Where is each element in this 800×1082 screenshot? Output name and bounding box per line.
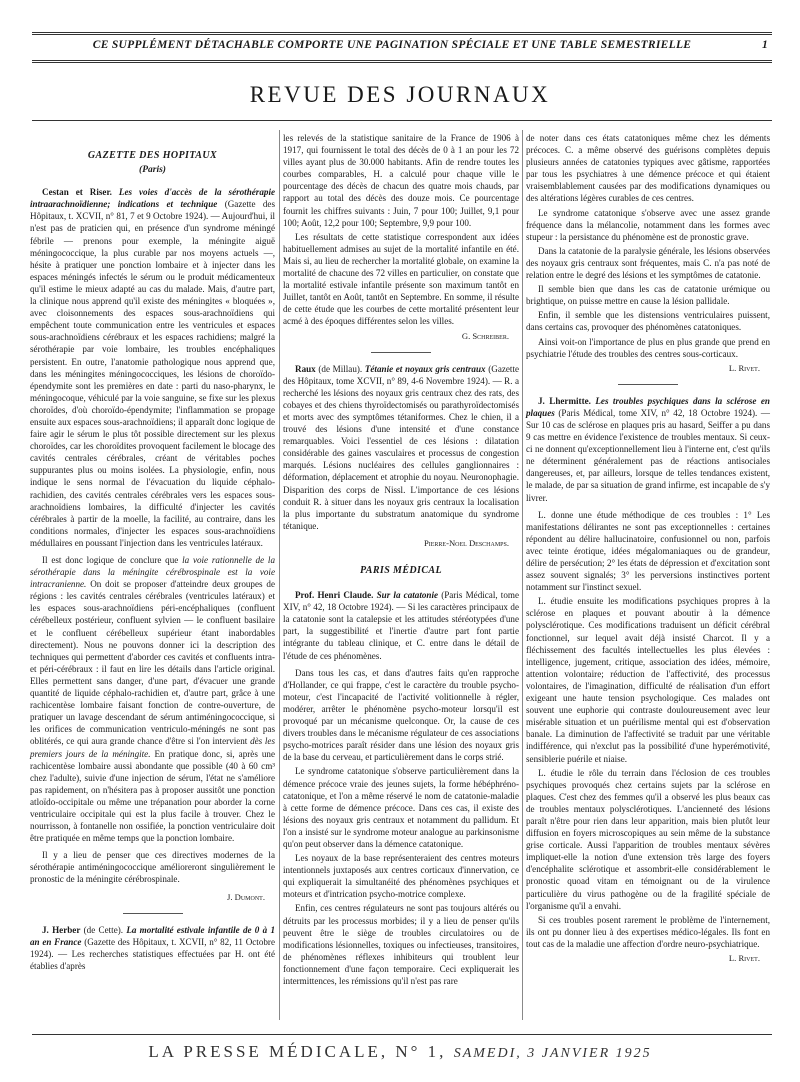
supplement-notice: CE SUPPLÉMENT DÉTACHABLE COMPORTE UNE PAGINATION SPÉCIALE ET UNE TABLE SEMESTRIELLE [92,39,692,51]
article-raux [283,363,519,532]
article-author: J. Lhermitte. [538,395,591,406]
column-1 [30,132,275,977]
article-paragraph: Enfin, ces centres régulateurs ne sont pas toujours altérés ou détruits par les processus morbides; il y a lieu de penser qu'ils peuvent être le siège de troubles circulatoires ou de modifications lésionnelles, toxiques ou infectieuses, transitoires, de phénomènes réflexes inhibiteurs qui troublent leur fonctionnement d'une façon temporaire. Ceci expliquerait les intermittences, les rémissions qu'il n'est pas rare [283,903,519,986]
article-emphasis: dès les premiers jours de la méningite. [30,736,276,759]
article-paragraph: Si ces troubles posent rarement le problème de l'internement, ils ont pu donner lieu à des expertises médico-légales. Ils font en tout cas de la maladie une affection d'ordre neuro-psychiatrique. [526,914,770,949]
article-place: (de Cette). [83,924,124,935]
article-paragraph: Les noyaux de la base représenteraient des centres moteurs intentionnels juxtaposés aux centres corticaux d'innervation, ce qui expliquerait la simultanéité des phénomènes psychiques et moteurs et d'intrication psycho-motrice complexe. [283,853,519,900]
header-bottom-rule [32,60,772,63]
article-paragraph: Il y a lieu de penser que ces directives modernes de la sérothérapie antiméningococcique amélioreront singulièrement le pronostic de la méningite cérébrospinale. [30,850,275,885]
article-herber [30,924,275,972]
article-paragraph: L. donne une étude méthodique de ces troubles : 1° Les manifestations délirantes ne sont pas exceptionnelles : certaines répondent au délire hallucinatoire, confusionnel ou non, parfois avec teinte érotique, idées mégalomaniaques ou de grandeur, délire de persécution; 2° les états de dépression et d'excitation sont assez souvent signalés; 3° les perversions instinctives portent notamment sur l'instinct sexuel. [526,509,770,593]
section-heading: PARIS MÉDICAL [360,565,442,576]
article-title: La mortalité estivale infantile de 0 à 1 an en France [30,924,275,947]
article-paragraph: Les résultats de cette statistique correspondent aux idées habituellement admises au sujet de la mortalité infantile en été. Mais si, au lieu de rechercher la mortalité globale, on examine la mortalité de chacune des 72 villes en particulier, on constate que la mortalité estivale infantile présente son maximum tantôt en Juillet, tantôt en Août, tantôt en Septembre. En somme, il résulte de cette étude que les courbes de cette mortalité présentent leur acmé à des époques différentes selon les villes. [283,231,519,327]
article-title: Sur la catatonie [376,590,439,601]
article-claude [283,589,519,662]
article-signature: L. Rivet. [728,953,760,963]
article-author: Prof. Henri Claude. [295,590,374,601]
article-paragraph: Le syndrome catatonique s'observe particulièrement dans la démence précoce vraie des jeunes sujets, la forme hébéphréno-catatonique, et l'on a même réservé le nom de catatonie-maladie à cette forme de démence précoce. Dans ces cas, il existe des lésions des noyaux gris centraux et notamment du pallidum. Et l'on a insisté sur le syndrome moteur analogue au parkinsonisme qu'on peut observer dans la démence catatonique. [283,766,519,849]
article-cestan [30,186,275,549]
article-text: Il est donc logique de conclure que [42,555,179,565]
journal-footer [0,1042,800,1062]
article-paragraph: les relevés de la statistique sanitaire de la France de 1906 à 1917, qui fournissent le total des décès de 0 à 1 an pour les 72 villes ayant plus de 30.000 habitants. Afin de rendre toutes les courbes comparables, H. a calculé pour chaque ville le pourcentage des décès de chacun des quatre mois chauds, par rapport au total des décès des douze mois. Ce pourcentage fournit les chiffres suivants : Juin, 7 pour 100; Juillet, 9,1 pour 100; Août, 12,2 pour 100; Septembre, 9,9 pour 100. [283,133,519,228]
masthead-rule [32,120,772,121]
article-signature: L. Rivet. [728,362,760,373]
issue-date: SAMEDI, 3 JANVIER 1925 [453,1046,652,1061]
masthead-title: REVUE DES JOURNAUX [249,82,551,107]
article-paragraph: L. étudie ensuite les modifications psychiques propres à la sclérose en plaques et pouvant aboutir à la démence polysclérotique. Ces modifications traduisent un déficit cérébral fonctionnel, sur lequel avait déjà insisté Charcot. Il y a fléchissement des facultés intellectuelles les plus élevées : intelligence, jugement, critique, association des idées, mémoire, attention volontaire; réduction de l'affectivité, des processus volontaires, de l'imagination, difficulté de réalisation d'un effort exigeant une haute tension psychologique. Ces malades ont souvent une euphorie qui contraste douloureusement avec leur misérable situation et un puérilisme mental qui est d'observation banale. La diminution de l'affectivité se traduit par une véritable indifférence, qui n'exclut pas la possibilité d'une hyperémotivité, sensiblerie puérile et niaise. [526,596,770,764]
article-paragraph: Enfin, il semble que les distensions ventriculaires puissent, dans certains cas, provoquer des phénomènes catatoniques. [526,310,770,333]
article-paragraph: Ainsi voit-on l'importance de plus en plus grande que prend en psychiatrie l'étude des troubles des centres sous-corticaux. [526,336,770,359]
article-title: Les voies d'accès de la sérothérapie intraarachnoïdienne; indications et technique [30,187,276,210]
article-body: (Gazette des Hôpitaux, t. XCVII, n° 82, 11 Octobre 1924). — Les recherches statistiques effectuées par H. ont été établies d'après [30,936,275,971]
article-paragraph: de noter dans ces états catatoniques même chez les déments précoces. C. a même observé des guérisons complètes depuis plusieurs années de catatonies typiques avec gâtisme, rapportées par tous les psychiatres à une démence précoce et qui étaient vraisemblablement causées par des modifications dynamiques ou des altérations légères curables de ces centres. [526,133,770,204]
article-emphasis: la voie rationnelle de la sérothérapie dans la méningite cérébrospinale est la voie intracranienne. [30,555,275,590]
article-separator [123,913,183,914]
article-lhermitte [526,395,770,504]
footer-rule [32,1034,772,1035]
article-paragraph: Il semble bien que dans les cas de catatonie urémique ou brightique, on puisse mettre en cause la lésion pallidale. [526,284,770,307]
article-place: (de Millau). [318,363,363,374]
article-signature: J. Dumont. [227,891,265,902]
article-title: Tétanie et noyaux gris centraux [364,363,486,374]
article-paragraph: L. étudie le rôle du terrain dans l'éclosion de ces troubles psychiques provoqués chez certains sujets par la sclérose en plaques. C'est chez des femmes qu'il a observé les plus beaux cas de troubles mentaux polysclérotiques. L'ancienneté des lésions paraît n'être pour rien dans leur apparition, mais bien plutôt leur diffusion en foyers microscopiques au sein même de la substance grise corticale. Aussi l'apparition de troubles mentaux sévères impliquet-elle la notion d'une extension très large des foyers d'encéphalite sclérotique et assombrit-elle considérablement le pronostic quoad vitam en témoignant ou de la virulence particulière du virus pathogène ou de la fragilité spéciale de l'organisme qu'il a envahi. [526,767,770,911]
column-2 [283,132,519,989]
article-separator [618,384,678,385]
article-separator [371,352,431,353]
article-author: J. Herber [42,924,81,935]
column-divider [522,130,523,1020]
article-signature: G. Schreiber. [461,330,509,341]
article-body: (Gazette des Hôpitaux, tome XCVII, n° 89, 4-6 Novembre 1924). — R. a recherché les lésions des noyaux gris centraux chez des rats, des cobayes et des chiens thyroïdectomisés ou parathyroïdectomisés et morts avec des symptômes tétaniformes. Chez le chien, il a trouvé des lésions d'une intensité et d'une constance remarquables. Voici l'essentiel de ces lésions : dilatation considérable des gaines vasculaires et processus de congestion marqués. Lésions nucléaires des cellules ganglionnaires : déformation, déplacement et atrophie du noyau. Neuronophagie. Disparition des corps de Nissl. L'importance de ces lésions conduit R. à situer dans les noyaux gris centraux la localisation la plus importante du substratum anatomique du syndrome tétanique. [283,363,520,531]
column-3 [526,132,770,974]
journal-name: LA PRESSE MÉDICALE, N° 1, [148,1042,447,1061]
section-subheading: (Paris) [139,165,166,176]
article-author: Raux [295,363,316,374]
article-title: Les troubles psychiques dans la sclérose en plaques [526,395,770,418]
article-text: On doit se proposer d'atteindre deux groupes de régions : les cavités centrales cérébrales (ventricules latéraux) et les espaces sous-arachnoïdiens péri-encéphaliques (confluent cérébelleux postérieur, confluent sylvien — le confluent basilaire et le confluent cérébelleux supérieur étant inabordables directement). Nous ne pouvons donner ici la description des techniques qui permettent d'aborder ces cavités et confluents intra- et péri-cérébraux : il faut en lire les détails dans l'article original. Elles permettent sans danger, d'une part, d'évacuer une grande quantité de liquide céphalo-rachidien et, d'autre part, grâce à une rachicentèse lombaire faisant fonction de contre-ouverture, de pratiquer un lavage descendant de sérum antiméningococcique, si les orifices de communication ventriculo-méningés ne sont pas oblitérés, ce qui aura grande chance d'être si l'on intervient [30,579,275,747]
page-number: 1 [761,39,768,51]
article-text: En pratique donc, si, après une rachicentèse lombaire aussi abondante que possible (40 à 60 cm³ chez l'adulte), suivie d'une injection de sérum, l'état ne s'améliore pas rapidement, on n'hésitera pas à proposer aussitôt une ponction atloïdo-occipitale ou même une trépanation pour aborder la corne ventriculaire occipitale qui est la plus facile à trouver. Chez le nourrisson, à fontanelle non ossifiée, la ponction ventriculaire doit être pratiquée en même temps que la ponction lombaire. [30,748,275,844]
article-paragraph [30,554,275,844]
article-paragraph: Le syndrome catatonique s'observe avec une assez grande fréquence dans la mélancolie, notamment dans les formes avec stupeur : la persistance du phénomène est de pronostic grave. [526,207,770,242]
section-heading: GAZETTE DES HOPITAUX [87,150,218,161]
article-signature: Pierre-Noel Deschamps. [423,537,509,548]
article-author: Cestan et Riser. [42,187,112,198]
article-body: (Gazette des Hôpitaux, t. XCVII, n° 81, 7 et 9 Octobre 1924). — Aujourd'hui, il n'est pas de praticien qui, en présence d'un syndrome méningé fébrile — prenons pour exemple, la méningite aiguë méningococcique, la plus curable par nos moyens actuels —, hésite à pratiquer une ponction lombaire et à injecter dans les espaces méningés infectés le sérum ou le produit médicamenteux qu'il estime le mieux adapté au cas du malade. Mais, d'autre part, la clinique nous apprend qu'il existe des méningites « bloquées », avec cloisonnements des espaces sous-arachnoïdiens qui empêchent toute communication entre les ventricules et espaces sous-arachnoïdiens cérébraux et les espaces rachidiens; malgré la sérothérapie par voie lombaire, les troubles encéphaliques persistent. En outre, l'anatomie pathologique nous apprend que, dans les méningites méningococciques, les lésions de choroïdo-épendymite sont les premières en date : parti du naso-pharynx, le méningocoque, véhiculé par la voie sanguine, se fixe sur les plexus choroïdes, d'où choroïdo-épendymite; l'inflammation se propage ensuite aux espaces sous-arachnoïdiens; il apparaît donc logique de faire agir le sérum le plus tôt possible directement sur les plexus choroïdes, car les choroïdites provoquent facilement le blocage des cavités centrales cérébrales, créant de véritables poches suppurantes plus ou moins isolées. La physiologie, enfin, nous indique le sens normal de l'évacuation du liquide céphalo-rachidien, des cavités centrales cérébrales vers les espaces sous-arachnoïdiens lombaires, la difficulté d'injecter les cavités cérébrales à partir de la moelle, la facilité, au contraire, dans les conditions normales, d'injecter les espaces sous-arachnoïdiens médullaires en poussant l'injection dans les ventricules latéraux. [30,199,275,548]
article-body: (Paris Médical, tome XIV, n° 42, 18 Octobre 1924). — Si les caractères principaux de la catatonie sont la catalepsie et les attitudes stéréotypées d'une part, la suggestibilité et l'inertie d'autre part font partie intégrante du tableau clinique, et C. entre dans le détail de l'étude de ces phénomènes. [283,590,519,661]
article-paragraph: Dans tous les cas, et dans d'autres faits qu'en rapproche d'Hollander, ce qui frappe, c'est le caractère du trouble psycho-moteur, c'est l'incapacité de l'activité volitionnelle à régler, modérer, arrêter le phénomène psycho-moteur lorsqu'il est provoqué par un mécanisme quelconque. Or, la cause de ces divers troubles dans le mécanisme régulateur de ces associations psycho-motrices paraît résider dans une lésion des noyaux gris de la base du cerveau, et particulièrement dans le corps strié. [283,667,519,763]
article-body: (Paris Médical, tome XIV, n° 42, 18 Octobre 1924). — Sur 10 cas de sclérose en plaques pris au hasard, Seiffer a pu dans 9 cas mettre en évidence l'existence de troubles mentaux. Si ceux-ci ne donnent qu'exceptionnellement lieu à l'interne ent, c'est qu'ils ne déterminent généralement pas de réactions antisociales dangereuses, et, par ailleurs, lorsque de telles tendances existent, le malade, de par sa situation de grand infirme, est incapable de s'y livrer. [526,407,770,503]
supplement-header [32,35,772,57]
column-divider [279,130,280,1020]
article-paragraph: Dans la catatonie de la paralysie générale, les lésions observées des noyaux gris centraux sont fréquentes, mais C. n'a pas noté de relation entre le degré des lésions et les symptômes de catatonie. [526,245,770,281]
